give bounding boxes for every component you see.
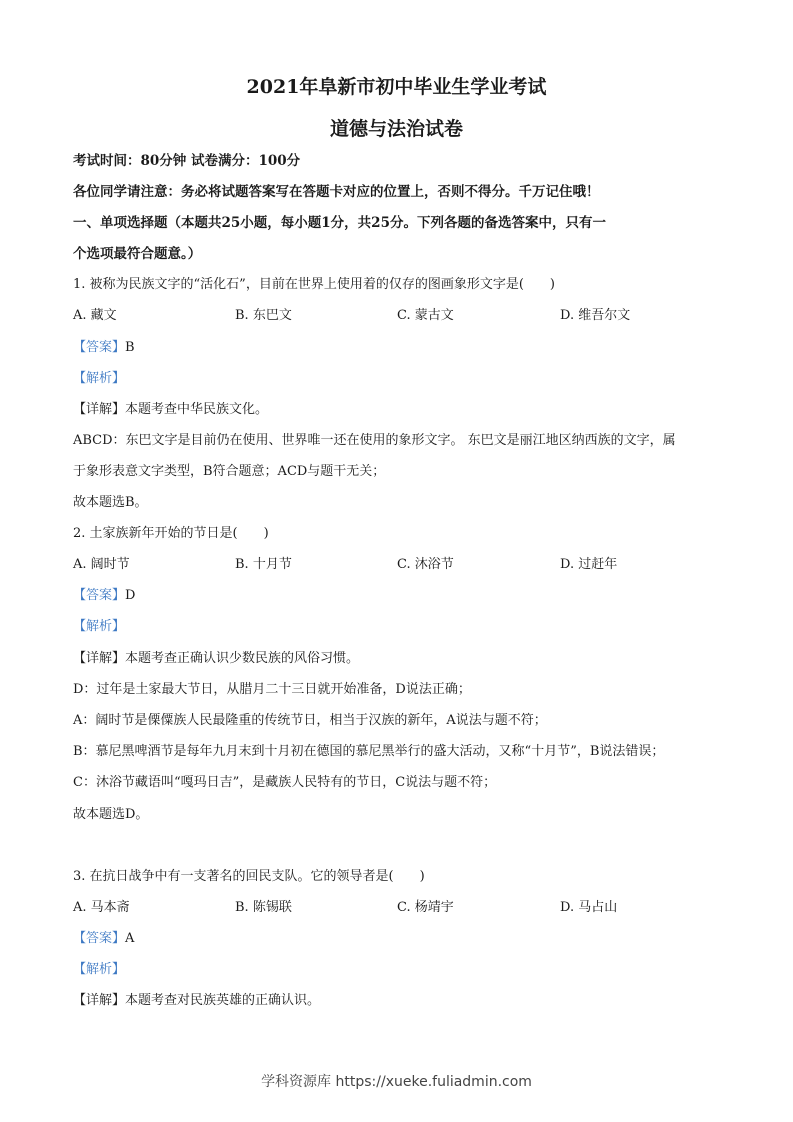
q1-answer-value: B bbox=[125, 340, 135, 355]
q3-option-d: D. 马占山 bbox=[560, 900, 618, 915]
exam-title: 2021年阜新市初中毕业生学业考试 bbox=[246, 76, 547, 98]
q1-stem: 1. 被称为民族文字的“活化石”，目前在世界上使用着的仅存的图画象形文字是( ) bbox=[73, 277, 555, 292]
q1-option-c: C. 蒙古文 bbox=[397, 308, 454, 323]
detail-label: 【详解】 bbox=[73, 402, 126, 417]
q1-analysis-label: 【解析】 bbox=[73, 371, 126, 386]
q2-detail bbox=[73, 650, 359, 668]
q2-analysis-line: C：沐浴节藏语叫“嘎玛日吉”，是藏族人民特有的节日，C说法与题不符； bbox=[73, 775, 497, 790]
q3-detail-text: 本题考查对民族英雄的正确认识。 bbox=[125, 993, 321, 1008]
detail-label: 【详解】 bbox=[73, 993, 126, 1008]
q3-stem: 3. 在抗日战争中有一支著名的回民支队。它的领导者是( ) bbox=[73, 869, 425, 884]
q3-option-b: B. 陈锡联 bbox=[235, 900, 292, 915]
q3-option-c: C. 杨靖宇 bbox=[397, 900, 454, 915]
q2-analysis-line: A：阔时节是傈僳族人民最隆重的传统节日，相当于汉族的新年，A说法与题不符； bbox=[73, 713, 547, 728]
footer-watermark: 学科资源库 https://xueke.fuliadmin.com bbox=[261, 1074, 532, 1090]
q2-analysis-label: 【解析】 bbox=[73, 619, 126, 634]
q3-option-a: A. 马本斋 bbox=[73, 900, 130, 915]
answer-label: 【答案】 bbox=[73, 588, 126, 603]
q2-analysis-line: 故本题选D。 bbox=[73, 807, 149, 822]
q2-option-c: C. 沐浴节 bbox=[397, 557, 454, 572]
q2-answer bbox=[73, 587, 135, 605]
q2-stem: 2. 土家族新年开始的节日是( ) bbox=[73, 526, 269, 541]
q1-detail bbox=[73, 401, 268, 419]
exam-info: 考试时间：80分钟 试卷满分：100分 bbox=[73, 153, 301, 169]
q1-option-a: A. 藏文 bbox=[73, 308, 117, 323]
q1-analysis-line: 故本题选B。 bbox=[73, 495, 148, 510]
q1-analysis-line: ABCD：东巴文字是目前仍在使用、世界唯一还在使用的象形文字。 东巴文是丽江地区纳西族的文字，属 bbox=[73, 433, 676, 448]
section-heading-line2: 个选项最符合题意。） bbox=[73, 246, 202, 262]
q1-answer bbox=[73, 339, 135, 357]
q1-option-b: B. 东巴文 bbox=[235, 308, 292, 323]
detail-label: 【详解】 bbox=[73, 651, 126, 666]
q3-answer-value: A bbox=[125, 931, 135, 946]
q2-analysis-line: D：过年是土家最大节日，从腊月二十三日就开始准备，D说法正确； bbox=[73, 682, 471, 697]
q2-detail-text: 本题考查正确认识少数民族的风俗习惯。 bbox=[125, 651, 360, 666]
q3-answer bbox=[73, 930, 134, 948]
answer-label: 【答案】 bbox=[73, 340, 126, 355]
exam-subtitle: 道德与法治试卷 bbox=[329, 118, 463, 140]
q3-analysis-label: 【解析】 bbox=[73, 962, 126, 977]
q2-option-d: D. 过赶年 bbox=[560, 557, 618, 572]
answer-label: 【答案】 bbox=[73, 931, 126, 946]
q2-option-b: B. 十月节 bbox=[235, 557, 292, 572]
q2-option-a: A. 阔时节 bbox=[73, 557, 130, 572]
section-heading-line1: 一、单项选择题（本题共25小题，每小题1分，共25分。下列各题的备选答案中，只有一 bbox=[73, 215, 606, 231]
q2-answer-value: D bbox=[125, 588, 136, 603]
notice: 各位同学请注意：务必将试题答案写在答题卡对应的位置上，否则不得分。千万记住哦！ bbox=[73, 184, 600, 200]
q3-detail bbox=[73, 992, 320, 1010]
q1-option-d: D. 维吾尔文 bbox=[560, 308, 631, 323]
q2-analysis-line: B：慕尼黑啤酒节是每年九月末到十月初在德国的慕尼黑举行的盛大活动，又称“十月节”，B说法错误； bbox=[73, 744, 665, 759]
q1-detail-text: 本题考查中华民族文化。 bbox=[125, 402, 269, 417]
q1-analysis-line: 于象形表意文字类型，B符合题意；ACD与题干无关； bbox=[73, 464, 386, 479]
